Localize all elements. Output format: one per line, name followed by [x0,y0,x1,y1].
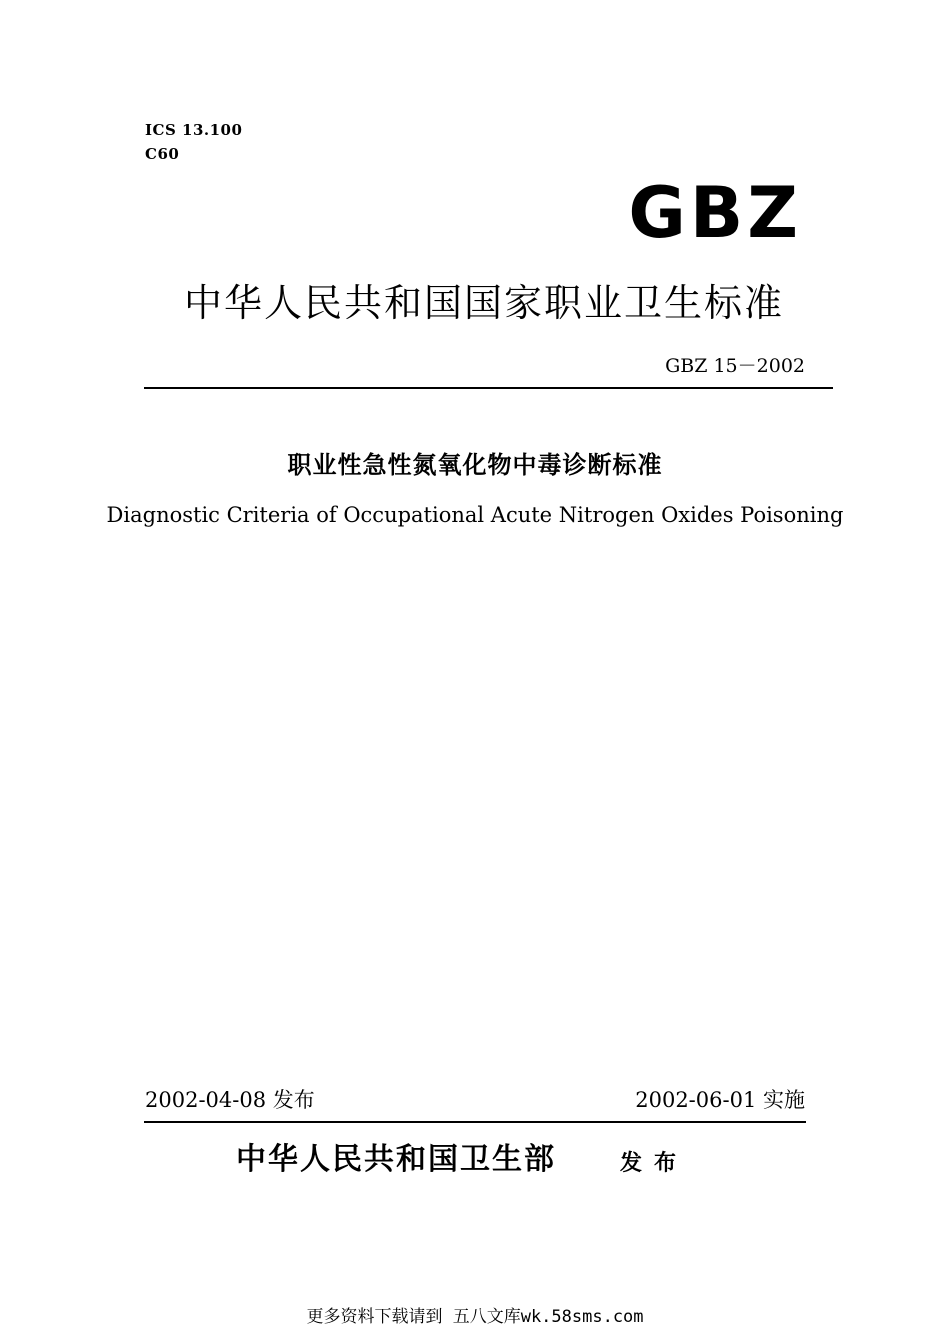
footer-download-note: 更多资料下载请到 五八文库wk.58sms.com [306,1307,644,1327]
standard-category-title: 中华人民共和国国家职业卫生标准 [183,281,784,325]
issuing-authority: 中华人民共和国卫生部 [236,1142,556,1177]
ccs-code: C60 [145,145,180,163]
gbz-logo: GBZ [628,172,802,254]
issue-label: 发布 [620,1151,689,1176]
top-divider [144,387,833,389]
implementation-date: 2002-06-01 实施 [635,1088,805,1112]
classification-codes [145,118,242,166]
bottom-divider [144,1121,806,1123]
standard-number: GBZ 15－2002 [665,355,805,377]
english-title: Diagnostic Criteria of Occupational Acute Nitrogen Oxides Poisoning [106,503,844,527]
issue-date: 2002-04-08 发布 [145,1088,315,1112]
ics-code: ICS 13.100 [145,121,243,139]
chinese-title: 职业性急性氮氧化物中毒诊断标准 [287,451,663,479]
